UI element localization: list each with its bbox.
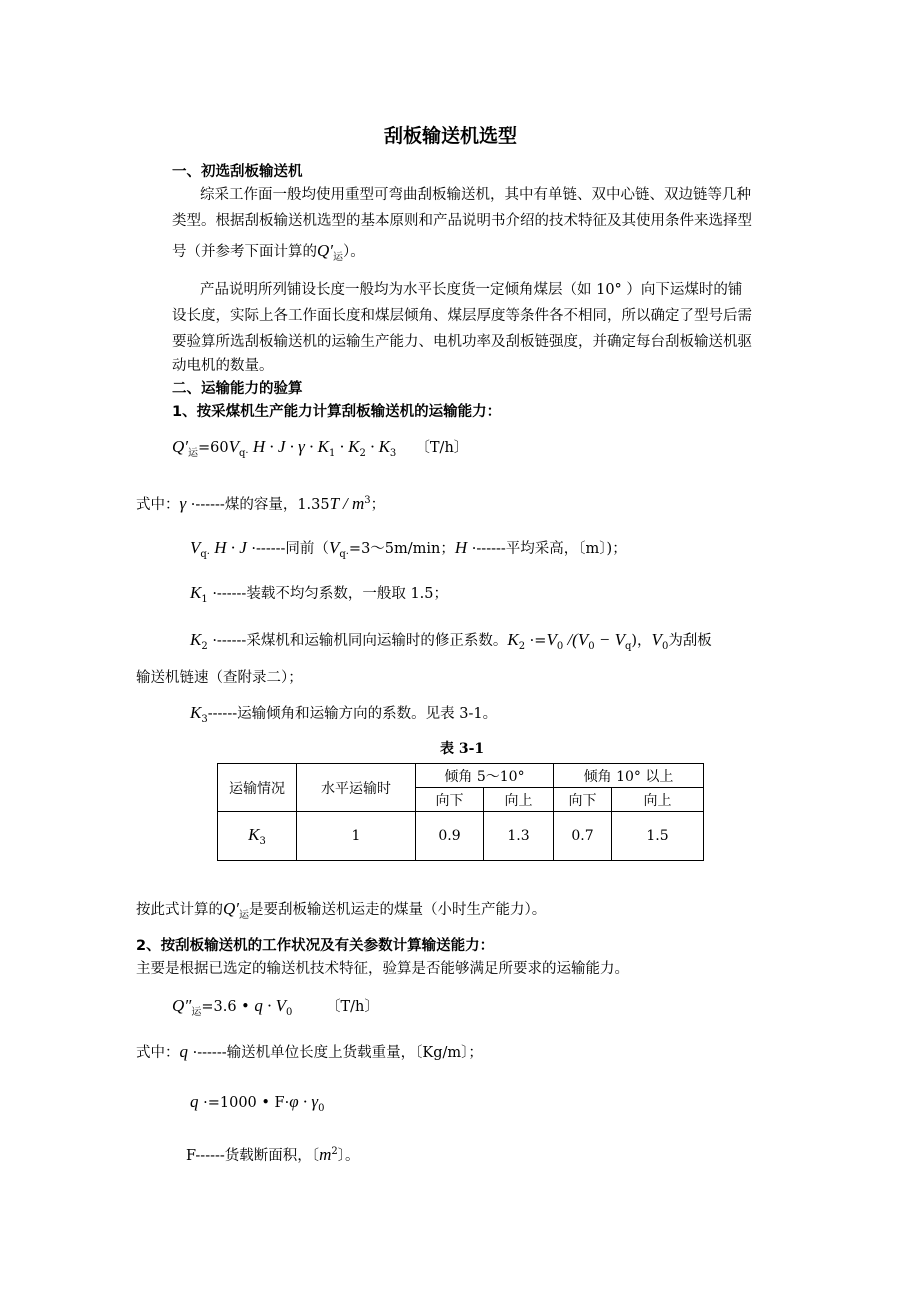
q-symbol: Q′ [317,241,333,260]
formula-segment: 0 [556,640,564,652]
formula-segment: )， [631,633,652,649]
formula-segment: 式中： [136,1045,180,1061]
formula-segment: K [190,703,202,722]
table-caption: 表 3-1 [440,741,485,757]
formula-segment: 运 [191,1006,202,1018]
formula-segment: 0 [661,640,669,652]
where-k1 [190,583,448,610]
formula-segment: 按此式计算的 [136,902,223,918]
formula-segment: F------货载断面积，〔 [186,1147,320,1164]
table-cell: 1.3 [484,812,554,861]
formula-segment: 〔T/h〕 [292,999,379,1015]
subscript: 3 [259,835,266,847]
formula-segment: 运 [188,447,198,459]
formula-segment: m [319,1144,332,1164]
table-cell: 0.7 [554,812,612,861]
k3-table [217,763,704,861]
formula-segment: 0 [318,1102,325,1114]
formula-segment: − V [594,630,625,649]
formula-segment: ； [370,496,386,513]
formula-segment: q· [200,548,210,560]
paragraph-line: 要验算所选刮板输送机的运输生产能力、电机功率及刮板链强度，并确定每台刮板输送机驱 [172,334,752,350]
formula-segment: 0 [285,1006,293,1018]
formula-segment: Q′ [172,437,188,456]
row-label [218,812,297,861]
paragraph-line: 主要是根据已选定的输送机技术特征，验算是否能够满足所要求的运输能力。 [136,961,629,977]
formula-segment: Q″ [172,996,192,1015]
where-f [186,1142,359,1166]
header-cell: 向上 [484,788,554,812]
table-cell: 1 [297,812,416,861]
formula-segment: Q′ [223,899,239,918]
formula-segment: 是要刮板输送机运走的煤量（小时生产能力）。 [249,902,547,918]
text: 号（并参考下面计算的 [172,244,317,260]
header-cell: 向上 [612,788,704,812]
formula-segment: K [190,630,202,649]
where-k3 [190,703,497,730]
formula-segment: ------运输倾角和运输方向的系数。见表 3-1。 [207,706,498,722]
formula-segment: q [190,1092,199,1111]
formula-segment: 1 [328,447,336,459]
formula-segment: φ · γ [289,1092,319,1111]
formula-segment: K [507,630,519,649]
formula-segment: 1 [201,593,208,605]
formula-segment: 2 [201,640,208,652]
table-cell: 0.9 [416,812,484,861]
formula-segment: · K [365,437,390,456]
subheading-2: 2、按刮板输送机的工作状况及有关参数计算输送能力： [136,938,495,954]
paragraph-line: 号（并参考下面计算的$Q'_运$）。 [172,241,365,263]
header-cell: 向下 [554,788,612,812]
formula-segment: K [190,583,202,602]
formula-segment: =60 [198,440,229,456]
formula-segment: ·------平均采高，〔m〕)； [467,541,627,557]
formula-segment: ·------装载不均匀系数，一般取 1.5； [207,586,449,602]
paragraph-line: 类型。根据刮板输送机选型的基本原则和产品说明书介绍的技术特征及其使用条件来选择型 [172,213,752,229]
subheading-1: 1、按采煤机生产能力计算刮板输送机的运输能力： [172,404,502,420]
formula-segment: H · J · γ · K [248,437,329,456]
formula-segment: 运 [239,909,249,921]
section-heading-1: 一、初选刮板输送机 [172,164,303,180]
paragraph-line: 产品说明所列铺设长度一般均为水平长度货一定倾角煤层（如 10° ）向下运煤时的铺 [200,282,743,298]
formula-segment: q · V [254,996,286,1015]
paragraph-line: 动电机的数量。 [172,358,274,374]
formula-segment: · K [335,437,360,456]
header-cell: 水平运输时 [297,764,416,812]
formula-segment: V [190,538,201,557]
header-cell: 向下 [416,788,484,812]
formula-segment: q [179,1042,188,1061]
where-q [136,1042,483,1063]
where-vq [190,538,627,565]
formula-q [190,1092,324,1119]
where-gamma [136,491,385,515]
formula-segment: 3 [389,447,397,459]
text: ）。 [343,244,365,260]
table-cell: 1.5 [612,812,704,861]
formula-segment: ·------采煤机和运输机同向运输时的修正系数。 [207,633,508,649]
formula-segment: ·------煤的容量，1.35 [186,496,330,513]
formula-segment: H [454,538,468,557]
formula-segment: V [328,538,340,557]
header-cell: 倾角 10° 以上 [554,764,704,788]
formula-segment: ·------输送机单位长度上货载重量，〔Kg/m〕； [188,1045,483,1061]
table-header-row [218,764,704,788]
formula-segment: V [546,630,557,649]
formula-segment: 3 [201,713,208,725]
formula-segment: =3～5m/min； [348,541,455,557]
formula-segment: V [228,437,239,456]
paragraph-line: 综采工作面一般均使用重型可弯曲刮板输送机，其中有单链、双中心链、双边链等几种 [200,187,751,203]
header-cell: 运输情况 [218,764,297,812]
k-symbol: K [248,825,260,845]
formula-segment: 〔T/h〕 [396,440,469,456]
formula-segment: T / m [329,493,365,513]
formula-2 [172,996,379,1023]
formula-segment: q· [339,548,349,560]
formula-segment: ·=1000 • F· [198,1095,290,1111]
table-row [218,812,704,861]
formula-segment: 为刮板 [668,633,712,649]
formula-segment: 0 [588,640,595,652]
formula-segment: ·------同前（ [246,541,329,557]
formula-1 [172,437,468,464]
formula-segment: ·= [525,633,547,649]
formula-segment: V [651,630,662,649]
formula-segment: 2 [331,1146,338,1157]
formula-segment: 式中： [136,496,180,513]
doc-title: 刮板输送机选型 [384,125,518,147]
formula-segment: 3 [364,495,371,506]
where-k2-cont: 输送机链速（查附录二）； [136,670,303,686]
formula-segment: 〕。 [337,1147,360,1164]
formula-segment: 2 [518,640,526,652]
formula-segment: H · J [209,538,247,557]
formula-segment: 2 [359,447,366,459]
note-line [136,899,546,926]
section-heading-2: 二、运输能力的验算 [172,381,303,397]
formula-segment: /(V [563,630,589,649]
paragraph-line: 设长度，实际上各工作面长度和煤层倾角、煤层厚度等条件各不相同，所以确定了型号后需 [172,308,752,324]
where-k2 [190,630,712,657]
formula-segment: γ [179,493,187,513]
formula-segment: q· [239,447,249,459]
formula-segment: q [624,640,632,652]
header-cell: 倾角 5～10° [416,764,554,788]
formula-segment: =3.6 • [201,999,255,1015]
